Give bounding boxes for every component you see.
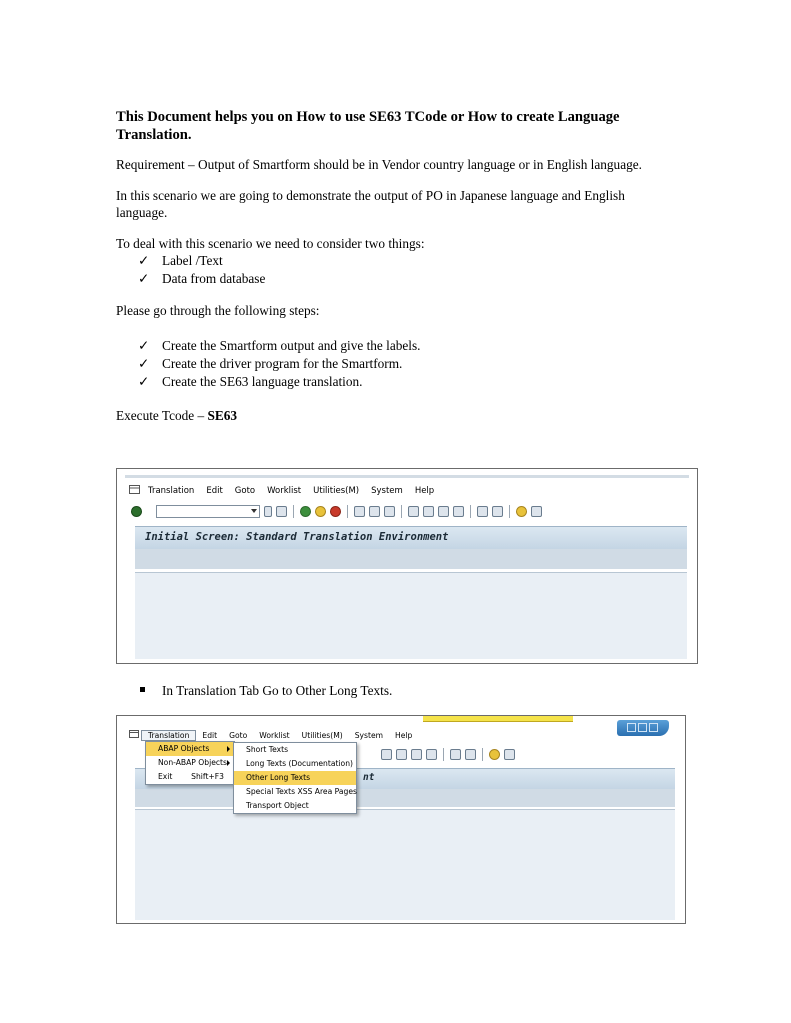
submenu-item-special-texts[interactable]: Special Texts XSS Area Pages <box>246 787 357 796</box>
shortcut-icon[interactable] <box>492 506 503 517</box>
screen-content-area <box>135 809 675 920</box>
collapse-icon[interactable] <box>264 506 272 517</box>
toolbar-separator <box>293 505 294 518</box>
new-session-icon[interactable] <box>477 506 488 517</box>
menu-worklist[interactable]: Worklist <box>259 730 290 740</box>
menu-translation[interactable]: Translation <box>148 486 195 496</box>
check-icon: ✓ <box>138 338 150 353</box>
menu-goto[interactable]: Goto <box>234 486 256 496</box>
scenario-paragraph: In this scenario we are going to demonstrate the output of PO in Japanese language and English language. <box>116 188 625 220</box>
steps-list <box>116 337 676 391</box>
bullet-item: In Translation Tab Go to Other Long Texts. <box>116 682 676 700</box>
tcode-name: SE63 <box>207 408 238 423</box>
app-toolbar-band <box>135 549 687 569</box>
screen-title-bar <box>135 526 687 549</box>
enter-icon[interactable] <box>131 506 142 517</box>
consider-item: ✓ Data from database <box>138 271 266 286</box>
screen-title: Initial Screen: Standard Translation Environment <box>145 531 449 543</box>
bullet-square-icon <box>140 687 145 692</box>
menu-item-exit[interactable]: Exit Shift+F3 <box>146 770 234 784</box>
menu-item-non-abap-objects[interactable]: Non-ABAP Objects <box>146 756 234 770</box>
sap-toolbar <box>127 501 687 521</box>
save-icon[interactable] <box>276 506 287 517</box>
shortcut-label: Shift+F3 <box>191 772 224 781</box>
menu-translation[interactable]: Translation <box>141 730 196 741</box>
step-item: ✓ Create the Smartform output and give the labels. <box>138 338 421 353</box>
sap-menubar <box>127 481 687 501</box>
submenu-item-long-texts[interactable]: Long Texts (Documentation) <box>246 759 353 768</box>
toolbar-separator <box>482 748 483 761</box>
menu-item-abap-objects[interactable]: ABAP Objects <box>146 742 234 756</box>
steps-intro: Please go through the following steps: <box>116 303 320 318</box>
chevron-down-icon[interactable] <box>251 509 257 513</box>
requirement-paragraph: Requirement – Output of Smartform should be in Vendor country language or in English language. <box>116 157 642 172</box>
chevron-right-icon <box>227 760 230 766</box>
help-icon[interactable] <box>516 506 527 517</box>
translation-menu <box>145 741 235 785</box>
help-icon[interactable] <box>489 749 500 760</box>
shortcut-icon[interactable] <box>465 749 476 760</box>
back-icon[interactable] <box>300 506 311 517</box>
menu-edit[interactable]: Edit <box>206 486 223 496</box>
chevron-right-icon <box>227 746 230 752</box>
sap-toolbar <box>377 744 675 764</box>
exit-icon[interactable] <box>315 506 326 517</box>
sap-screenshot-initial <box>116 468 698 664</box>
bullet-section <box>116 682 676 700</box>
abap-objects-submenu <box>233 742 357 814</box>
next-page-icon[interactable] <box>411 749 422 760</box>
submenu-item-other-long-texts[interactable]: Other Long Texts <box>234 771 356 785</box>
consider-intro: To deal with this scenario we need to consider two things: <box>116 236 425 251</box>
screen-content-area <box>135 572 687 659</box>
last-page-icon[interactable] <box>426 749 437 760</box>
highlight-strip <box>423 716 573 722</box>
menu-edit[interactable]: Edit <box>202 730 218 740</box>
find-next-icon[interactable] <box>384 506 395 517</box>
menu-worklist[interactable]: Worklist <box>267 486 302 496</box>
menu-system[interactable]: System <box>354 730 384 740</box>
check-icon: ✓ <box>138 253 150 268</box>
bullet-list <box>116 682 676 700</box>
menu-icon[interactable] <box>127 730 141 740</box>
check-icon: ✓ <box>138 374 150 389</box>
check-icon: ✓ <box>138 271 150 286</box>
toolbar-separator <box>470 505 471 518</box>
toolbar-separator <box>509 505 510 518</box>
print-icon[interactable] <box>354 506 365 517</box>
menu-goto[interactable]: Goto <box>229 730 248 740</box>
consider-item: ✓ Label /Text <box>138 253 223 268</box>
first-page-icon[interactable] <box>381 749 392 760</box>
menu-icon[interactable] <box>127 485 142 497</box>
sap-screenshot-menu <box>116 715 686 924</box>
screen-title-partial: nt <box>363 772 375 783</box>
new-session-icon[interactable] <box>450 749 461 760</box>
previous-page-icon[interactable] <box>396 749 407 760</box>
last-page-icon[interactable] <box>453 506 464 517</box>
document-body <box>116 108 676 424</box>
command-field[interactable] <box>156 505 260 518</box>
previous-page-icon[interactable] <box>423 506 434 517</box>
layout-icon[interactable] <box>531 506 542 517</box>
layout-icon[interactable] <box>504 749 515 760</box>
document-title: This Document helps you on How to use SE63 TCode or How to create Language Translation. <box>116 109 620 143</box>
step-item: ✓ Create the SE63 language translation. <box>138 374 363 389</box>
menu-help[interactable]: Help <box>395 730 413 740</box>
toolbar-separator <box>443 748 444 761</box>
submenu-item-short-texts[interactable]: Short Texts <box>246 745 289 754</box>
menu-utilities[interactable]: Utilities(M) <box>313 486 360 496</box>
menu-utilities[interactable]: Utilities(M) <box>301 730 343 740</box>
menu-system[interactable]: System <box>371 486 403 496</box>
check-icon: ✓ <box>138 356 150 371</box>
toolbar-separator <box>347 505 348 518</box>
app-toolbar-band <box>135 789 675 807</box>
first-page-icon[interactable] <box>408 506 419 517</box>
submenu-item-transport-object[interactable]: Transport Object <box>246 801 309 810</box>
header-strip <box>125 475 689 478</box>
next-page-icon[interactable] <box>438 506 449 517</box>
step-item: ✓ Create the driver program for the Smartform. <box>138 356 403 371</box>
execute-tcode-line: Execute Tcode – SE63 <box>116 408 238 423</box>
find-icon[interactable] <box>369 506 380 517</box>
toolbar-separator <box>401 505 402 518</box>
cancel-icon[interactable] <box>330 506 341 517</box>
consider-list <box>116 252 676 288</box>
menu-help[interactable]: Help <box>414 486 435 496</box>
